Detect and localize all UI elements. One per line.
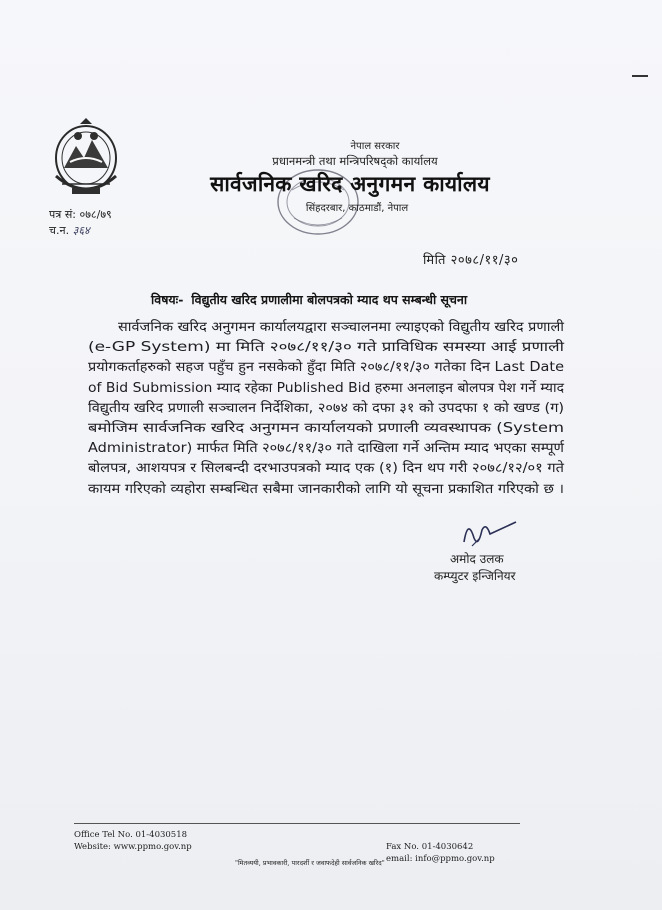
parent-office-name: प्रधानमन्त्री तथा मन्त्रिपरिषद्को कार्यालय [272, 154, 438, 168]
letter-number [49, 207, 112, 223]
office-website: Website: www.ppmo.gov.np [74, 842, 192, 852]
body-line-text: सार्वजनिक खरिद अनुगमन कार्यालयद्वारा सञ्चालनमा ल्याइएको विद्युतीय खरिद प्रणाली [118, 320, 565, 335]
footer-motto: "मितव्ययी, प्रभावकारी, पारदर्शी र जवाफदेही सार्वजनिक खरिद" [235, 859, 385, 867]
body-line [88, 379, 564, 399]
subject-text: विद्युतीय खरिद प्रणालीमा बोलपत्रको म्याद थप सम्बन्धी सूचना [191, 292, 468, 307]
body-line-text: Administrator) मार्फत मिति २०७८/११/३० गते दाखिला गर्ने अन्तिम म्याद भएका सम्पूर्ण [88, 441, 565, 457]
body-line-text: बोलपत्र, आशयपत्र र सिलबन्दी दरभाउपत्रको म्याद एक (१) दिन थप गरी २०७८/१२/०१ गते [88, 461, 564, 477]
body-line [88, 459, 564, 479]
body-line [88, 399, 564, 419]
nepal-emblem-icon [50, 118, 122, 202]
body-line [88, 318, 564, 338]
date-value: २०७८/११/३० [450, 253, 519, 268]
body-line [88, 419, 564, 439]
body-line-text: बमोजिम सार्वजनिक खरिद अनुगमन कार्यालयको प्रणाली व्यवस्थापक (System [88, 420, 564, 436]
subject-label: विषयः- [151, 292, 184, 307]
office-fax: Fax No. 01-4030642 [386, 842, 474, 852]
letterhead [180, 138, 510, 214]
body-line-text: प्रयोगकर्ताहरुको सहज पहुँच हुन नसकेको हुँदा मिति २०७८/११/३० गतेका दिन Last Date [88, 360, 565, 376]
edge-mark [632, 75, 648, 77]
body-line [88, 480, 564, 500]
letter-number-label: पत्र सं: [49, 208, 76, 221]
handwritten-signature [454, 512, 524, 552]
office-email: email: info@ppmo.gov.np [386, 854, 495, 864]
dispatch-number [49, 223, 112, 239]
signatory-designation: कम्प्युटर इन्जिनियर [434, 569, 516, 583]
notice-body [88, 318, 564, 500]
subject-line [151, 291, 467, 308]
footer-divider [74, 823, 520, 824]
body-line-text: (e-GP System) मा मिति २०७८/११/३० गते प्राविधिक समस्या आई प्रणाली [88, 340, 565, 356]
body-line-text: of Bid Submission म्याद रहेका Published Bid हरुमा अनलाइन बोलपत्र पेश गर्ने म्याद [88, 380, 564, 396]
letter-date [423, 250, 518, 268]
dispatch-number-value: ३६४ [72, 224, 90, 237]
office-location: सिंहदरबार, काठमाडौं, नेपाल [305, 203, 409, 214]
body-line [88, 439, 564, 459]
body-line-text: कायम गरिएको व्यहोरा सम्बन्धित सबैमा जानकारीको लागि यो सूचना प्रकाशित गरिएको छ । [88, 481, 565, 497]
date-label: मिति [423, 253, 446, 268]
body-line [88, 358, 564, 378]
reference-numbers [49, 207, 112, 239]
footer-contact-right [386, 841, 495, 865]
government-name: नेपाल सरकार [350, 141, 400, 152]
dispatch-number-label: च.न. [49, 224, 70, 237]
signatory-name: अमोद उलक [450, 552, 504, 566]
body-line [88, 338, 564, 358]
body-line-text: विद्युतीय खरिद प्रणाली सञ्चालन निर्देशिका, २०७४ को दफा ३१ को उपदफा १ को खण्ड (ग) [88, 400, 565, 416]
letter-number-value: ०७८/७९ [79, 208, 112, 221]
office-tel: Office Tel No. 01-4030518 [74, 830, 188, 840]
office-title: सार्वजनिक खरिद अनुगमन कार्यालय [210, 172, 490, 196]
footer-contact-left [74, 829, 192, 853]
